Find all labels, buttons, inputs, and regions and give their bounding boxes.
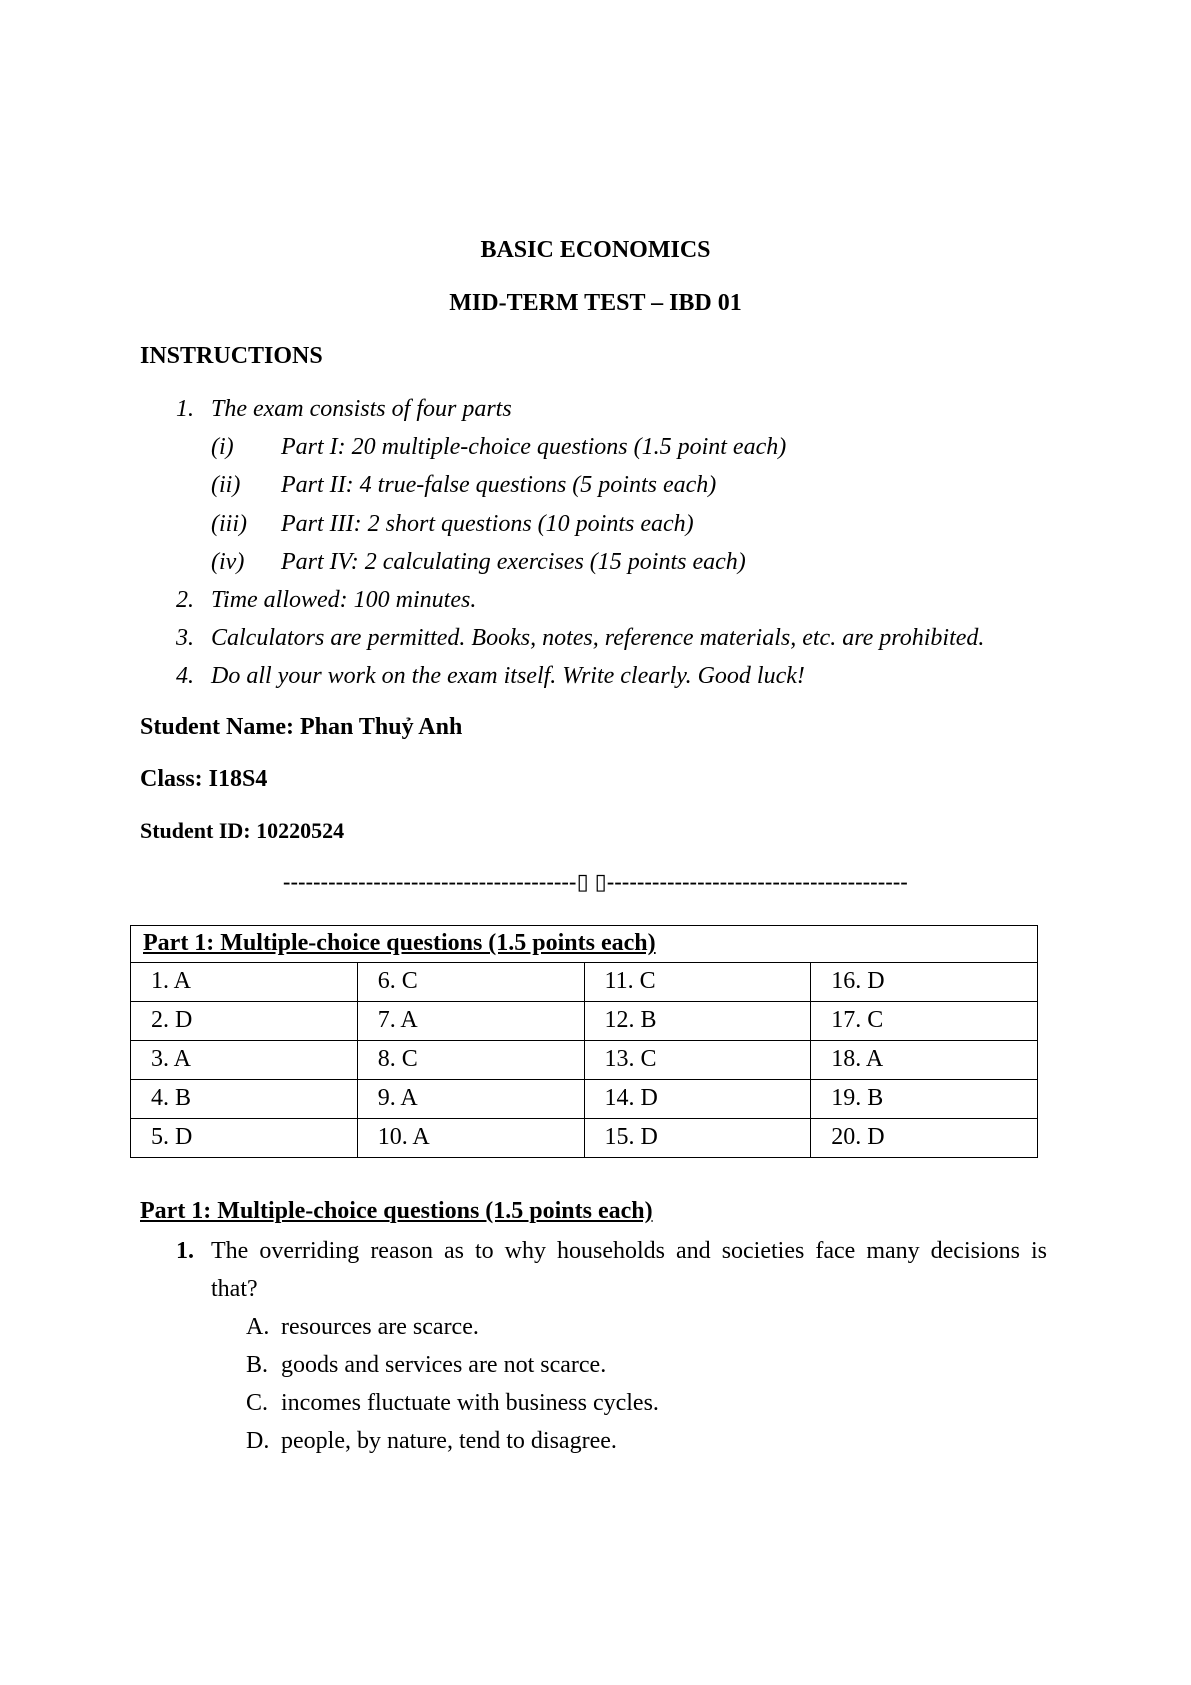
option-c-letter: C.	[246, 1390, 269, 1416]
answer-cell: 17. C	[811, 1002, 1038, 1041]
question-1-number: 1.	[176, 1238, 194, 1264]
answer-cell: 16. D	[811, 963, 1038, 1002]
answer-cell: 11. C	[584, 963, 811, 1002]
answer-cell: 1. A	[131, 963, 358, 1002]
table-row	[131, 1119, 1038, 1158]
instruction-3-text: Calculators are permitted. Books, notes, reference materials, etc. are prohibited.	[211, 625, 985, 651]
answer-key-table	[130, 925, 1038, 1158]
answer-cell: 18. A	[811, 1041, 1038, 1080]
answer-cell: 6. C	[357, 963, 584, 1002]
instructions-heading: INSTRUCTIONS	[140, 343, 323, 369]
exam-subtitle: MID-TERM TEST – IBD 01	[449, 290, 742, 316]
part-ii-text: Part II: 4 true-false questions (5 points each)	[281, 472, 717, 498]
option-b-text: goods and services are not scarce.	[281, 1352, 607, 1378]
instruction-2-number: 2.	[176, 587, 194, 613]
part-iv-text: Part IV: 2 calculating exercises (15 points each)	[281, 549, 746, 575]
answer-cell: 10. A	[357, 1119, 584, 1158]
option-a-text: resources are scarce.	[281, 1314, 479, 1340]
instruction-4-number: 4.	[176, 663, 194, 689]
part-iii-text: Part III: 2 short questions (10 points each)	[281, 511, 694, 537]
part-i-number: (i)	[211, 434, 234, 460]
instruction-2-text: Time allowed: 100 minutes.	[211, 587, 477, 613]
answer-cell: 15. D	[584, 1119, 811, 1158]
instruction-1-text: The exam consists of four parts	[211, 396, 512, 422]
answer-cell: 14. D	[584, 1080, 811, 1119]
exam-title: BASIC ECONOMICS	[480, 237, 711, 263]
answer-cell: 3. A	[131, 1041, 358, 1080]
question-1-text-line1: The overriding reason as to why households and societies face many decisions is	[211, 1238, 1047, 1264]
option-b-letter: B.	[246, 1352, 269, 1378]
answer-key-header: Part 1: Multiple-choice questions (1.5 points each)	[131, 926, 1038, 963]
student-id: Student ID: 10220524	[140, 818, 345, 843]
answer-cell: 4. B	[131, 1080, 358, 1119]
answer-cell: 7. A	[357, 1002, 584, 1041]
instruction-4-text: Do all your work on the exam itself. Write clearly. Good luck!	[211, 663, 805, 689]
option-a-letter: A.	[246, 1314, 270, 1340]
instruction-1-number: 1.	[176, 396, 194, 422]
table-row	[131, 963, 1038, 1002]
table-row	[131, 1080, 1038, 1119]
answer-cell: 9. A	[357, 1080, 584, 1119]
answer-cell: 19. B	[811, 1080, 1038, 1119]
part-iii-number: (iii)	[211, 511, 247, 537]
instruction-3-number: 3.	[176, 625, 194, 651]
answer-cell: 12. B	[584, 1002, 811, 1041]
answer-cell: 20. D	[811, 1119, 1038, 1158]
option-d-letter: D.	[246, 1428, 270, 1454]
student-class: Class: I18S4	[140, 766, 268, 792]
question-1-text-line2: that?	[211, 1276, 258, 1302]
part1-heading: Part 1: Multiple-choice questions (1.5 points each)	[140, 1198, 653, 1224]
answer-cell: 8. C	[357, 1041, 584, 1080]
part-ii-number: (ii)	[211, 472, 241, 498]
table-row	[131, 1041, 1038, 1080]
answer-cell: 5. D	[131, 1119, 358, 1158]
answer-key-header-row	[131, 926, 1038, 963]
part-i-text: Part I: 20 multiple-choice questions (1.5 point each)	[281, 434, 787, 460]
student-name: Student Name: Phan Thuỷ Anh	[140, 714, 463, 740]
answer-cell: 2. D	[131, 1002, 358, 1041]
option-c-text: incomes fluctuate with business cycles.	[281, 1390, 659, 1416]
section-divider: ---------------------------------------▯ ▯----------------------------------------	[283, 869, 908, 894]
table-row	[131, 1002, 1038, 1041]
part-iv-number: (iv)	[211, 549, 245, 575]
option-d-text: people, by nature, tend to disagree.	[281, 1428, 617, 1454]
answer-cell: 13. C	[584, 1041, 811, 1080]
